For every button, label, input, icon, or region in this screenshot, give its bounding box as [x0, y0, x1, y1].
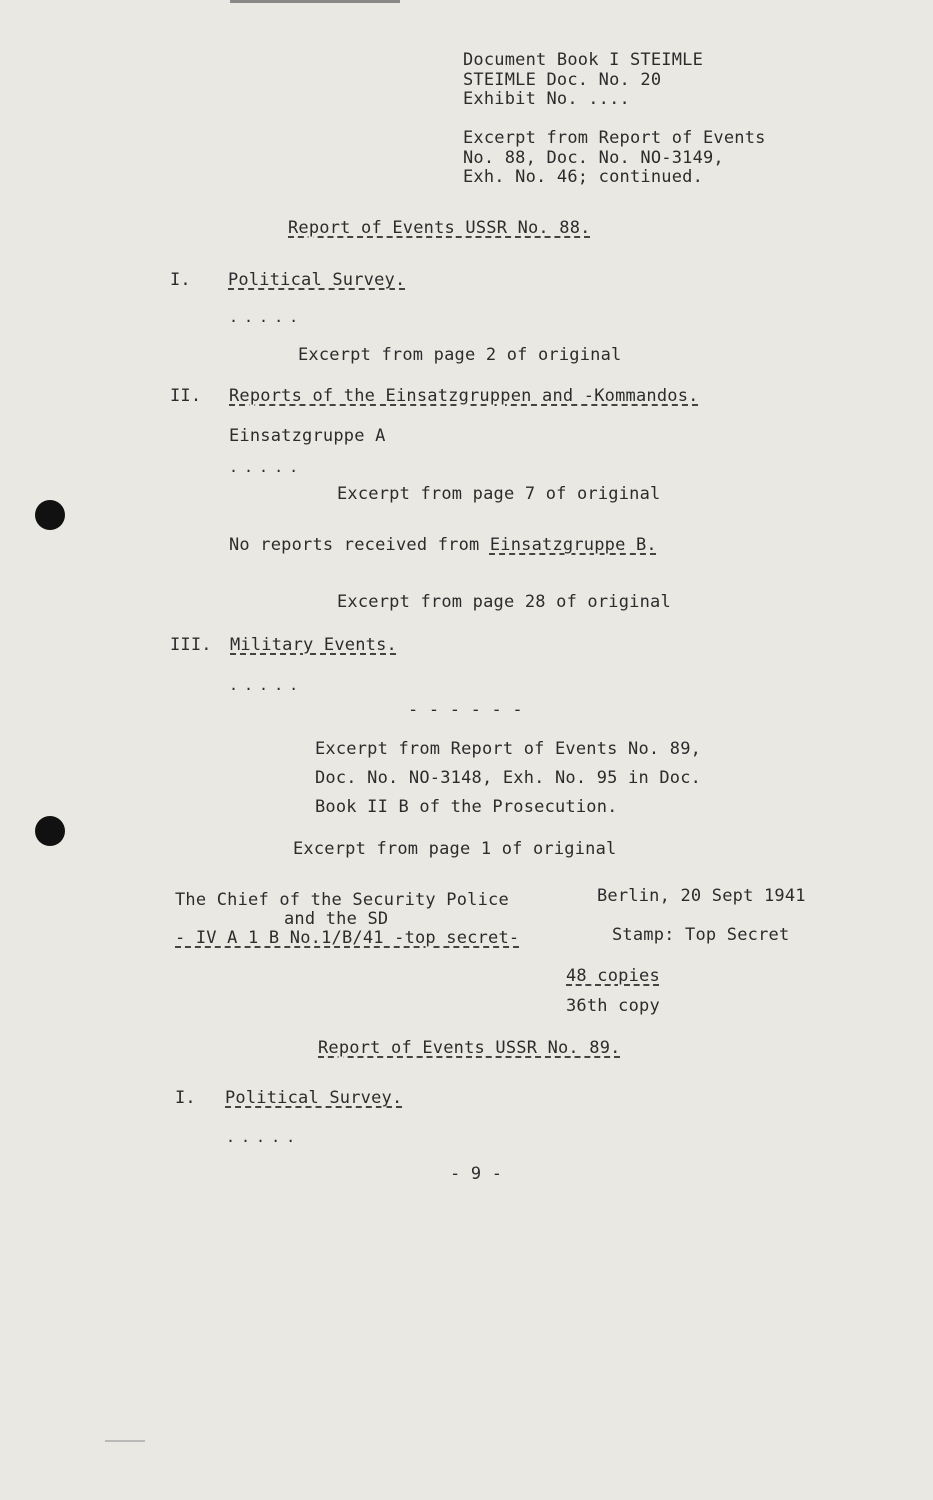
copy-number: 36th copy [566, 996, 660, 1016]
einsatzgruppe-b: Einsatzgruppe B. [489, 535, 657, 555]
sender-line-1: The Chief of the Security Police [175, 890, 509, 910]
einsatzgruppe-a: Einsatzgruppe A [229, 426, 386, 446]
header-excerpt-2: No. 88, Doc. No. NO-3149, [463, 148, 724, 168]
section-2-number: II. [170, 386, 202, 406]
report-89-section-1-title: Political Survey. [225, 1088, 403, 1108]
excerpt-page-7: Excerpt from page 7 of original [337, 484, 661, 504]
report-89-intro-2: Doc. No. NO-3148, Exh. No. 95 in Doc. [315, 768, 702, 788]
omission-dots-1: ..... [229, 308, 305, 326]
top-edge-mark [230, 0, 400, 3]
section-1-number: I. [170, 270, 191, 290]
binder-hole-top [35, 500, 65, 530]
page-number: - 9 - [450, 1164, 503, 1184]
place-date: Berlin, 20 Sept 1941 [597, 886, 806, 906]
section-1-title: Political Survey. [228, 270, 406, 290]
binder-hole-bottom [35, 816, 65, 846]
excerpt-page-2: Excerpt from page 2 of original [298, 345, 622, 365]
no-reports-text: No reports received from [229, 535, 490, 555]
section-2-title: Reports of the Einsatzgruppen and -Kommandos. [229, 386, 699, 406]
sender-line-2: and the SD [284, 909, 389, 929]
omission-dots-3: ..... [229, 676, 305, 694]
omission-dots-4: ..... [226, 1128, 302, 1146]
no-reports-line [229, 535, 657, 555]
classification-stamp: Stamp: Top Secret [612, 925, 790, 945]
reference-number: - IV A 1 B No.1/B/41 -top secret- [175, 928, 520, 948]
paper-smudge [105, 1440, 145, 1442]
section-3-number: III. [170, 635, 212, 655]
report-89-section-1-number: I. [175, 1088, 196, 1108]
header-line-3: Exhibit No. .... [463, 89, 630, 109]
excerpt-page-28: Excerpt from page 28 of original [337, 592, 671, 612]
copies-count: 48 copies [566, 966, 660, 986]
report-89-intro-3: Book II B of the Prosecution. [315, 797, 618, 817]
separator-line: - - - - - - [408, 700, 523, 720]
report-89-title: Report of Events USSR No. 89. [318, 1038, 621, 1058]
section-3-title: Military Events. [230, 635, 397, 655]
header-excerpt-1: Excerpt from Report of Events [463, 128, 766, 148]
report-88-title: Report of Events USSR No. 88. [288, 218, 591, 238]
report-89-intro-1: Excerpt from Report of Events No. 89, [315, 739, 702, 759]
header-excerpt-3: Exh. No. 46; continued. [463, 167, 704, 187]
excerpt-page-1: Excerpt from page 1 of original [293, 839, 617, 859]
header-line-2: STEIMLE Doc. No. 20 [463, 70, 662, 90]
omission-dots-2: ..... [229, 458, 305, 476]
header-line-1: Document Book I STEIMLE [463, 50, 704, 70]
